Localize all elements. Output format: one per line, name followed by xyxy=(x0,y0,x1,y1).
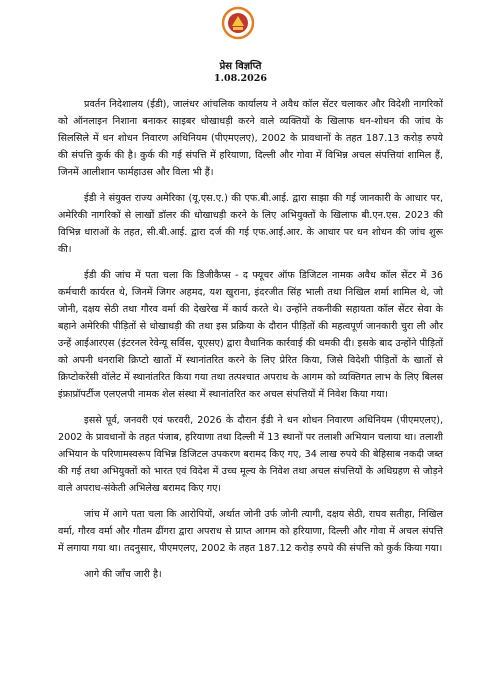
paragraph-4: इससे पूर्व, जनवरी एवं फरवरी, 2026 के दौरान ईडी ने धन शोधन निवारण अधिनियम (पीएमएलए), 2002 के प्रावधानों के तहत पंजाब, हरियाणा तथा दिल्ली में 13 स्थानों पर तलाशी अभियान चलाया था। तलाशी अभियान के परिणामस्वरूप विभिन्न डिजिटल उपकरण बरामद किए गए, 34 लाख रुपये की बेहिसाब नकदी जब्त की गई तथा अभियुक्तों को भारत एवं विदेश में उच्च मूल्य के निवेश तथा अचल संपत्तियों के अधिग्रहण से जोड़ने वाले अपराध-संकेती अभिलेख बरामद किए गए। xyxy=(58,415,443,494)
press-release-body xyxy=(58,96,443,583)
closing-line: आगे की जाँच जारी है। xyxy=(84,569,162,580)
paragraph-1: प्रवर्तन निदेशालय (ईडी), जालंधर आंचलिक कार्यालय ने अवैध कॉल सेंटर चलाकर और विदेशी नागरिकों को ऑनलाइन निशाना बनाकर साइबर धोखाधड़ी करने वाले व्यक्तियों के खिलाफ धन-शोधन की जांच के सिलसिले में धन शोधन निवारण अधिनियम (पीएमएलए), 2002 के प्रावधानों के तहत 187.13 करोड़ रुपये की संपत्ति कुर्क की है। कुर्क की गई संपत्ति में हरियाणा, दिल्ली और गोवा में विभिन्न अचल संपत्तियां शामिल हैं, जिनमें आलीशान फार्महाउस और विला भी हैं। xyxy=(58,99,443,178)
press-release-date: 1.08.2026 xyxy=(214,73,267,84)
paragraph-3: ईडी की जांच में पता चला कि डिजीकैप्स - द फ्यूचर ऑफ डिजिटल नामक अवैध कॉल सेंटर में 36 कर्मचारी कार्यरत थे, जिनमें जिगर अहमद, यश खुराना, इंदरजीत सिंह भाली तथा निखिल शर्मा शामिल थे, जो जोनी, दक्षय सेठी तथा गौरव वर्मा की देखरेख में कार्य करते थे। उन्होंने तकनीकी सहायता कॉल सेंटर सेवा के बहाने अमेरिकी पीड़ितों से धोखाधड़ी की तथा इस प्रक्रिया के दौरान पीड़ितों की महत्वपूर्ण जानकारी चुरा ली और उन्हें आईआरएस (इंटरनल रेवेन्यू सर्विस, यूएसए) द्वारा वैधानिक कार्रवाई की धमकी दी। इसके बाद उन्होंने पीड़ितों को अपनी धनराशि क्रिप्टो खातों में स्थानांतरित करने के लिए प्रेरित किया, जिसे विदेशी पीड़ितों के खातों से क्रिप्टोकरेंसी वॉलेट में स्थानांतरित किया गया तथा तत्पश्चात अपराध के आगम को व्यक्तिगत लाभ के लिए बिलस इंफ्राप्रॉपर्टीज एलएलपी नामक शेल संस्था में स्थानांतरित कर अचल संपत्तियों में निवेश किया गया। xyxy=(58,270,443,400)
press-release-title: प्रेस विज्ञप्ति xyxy=(219,61,262,72)
ed-emblem-icon xyxy=(221,6,255,40)
paragraph-5: जांच में आगे पता चला कि आरोपियों, अर्थात जोनी उर्फ जोनी त्यागी, दक्षय सेठी, राघव सतीहा, निखिल वर्मा, गौरव वर्मा और गौतम ढींगरा द्वारा अपराध से प्राप्त आगम को हरियाणा, दिल्ली और गोवा में अचल संपत्ति में लगाया गया था। तदनुसार, पीएमएलए, 2002 के तहत 187.12 करोड़ रुपये की संपत्ति को कुर्क किया गया। xyxy=(58,509,443,554)
paragraph-2: ईडी ने संयुक्त राज्य अमेरिका (यू.एस.ए.) की एफ.बी.आई. द्वारा साझा की गई जानकारी के आधार पर, अमेरिकी नागरिकों से लाखों डॉलर की धोखाधड़ी करने के लिए अभियुक्तों के खिलाफ बी.एन.एस. 2023 की विभिन्न धाराओं के तहत, सी.बी.आई. द्वारा दर्ज की गई एफ.आई.आर. के आधार पर धन शोधन की जांच शुरू की। xyxy=(58,193,443,255)
